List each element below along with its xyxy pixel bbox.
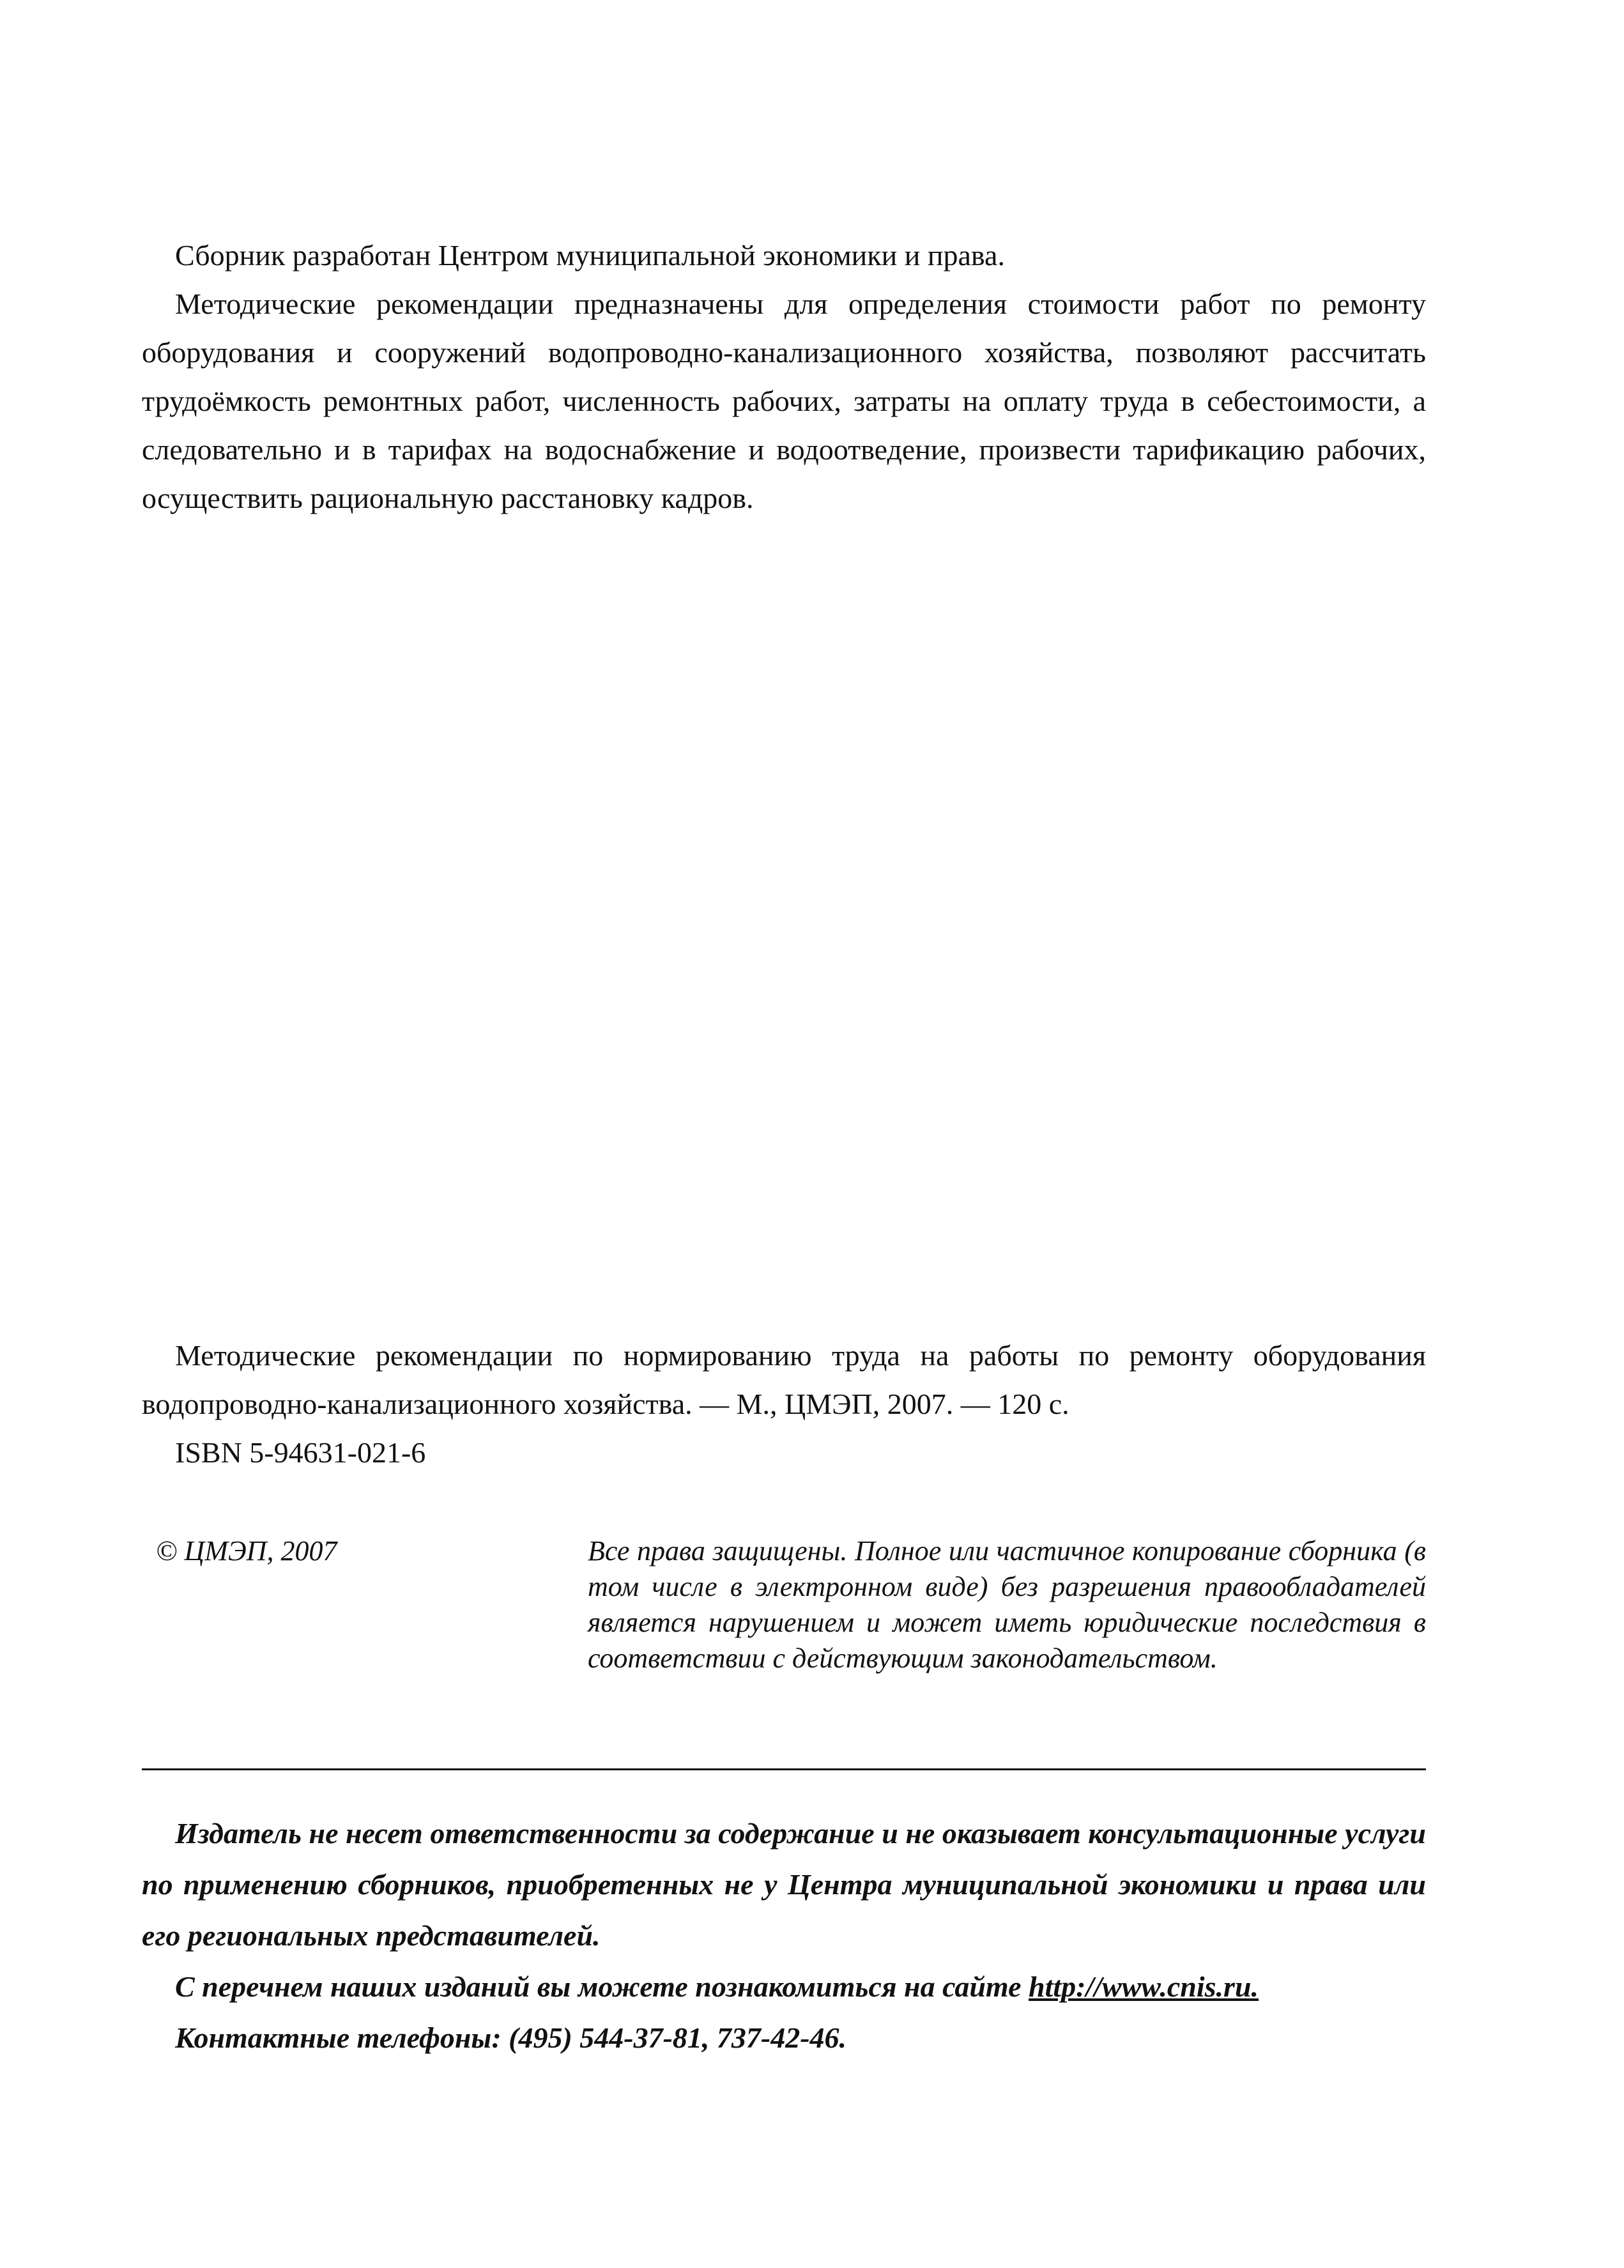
intro-developer-block	[142, 231, 1426, 280]
copyright-block	[142, 1533, 1426, 1725]
bibliographic-citation: Методические рекомендации по нормированию труда на работы по ремонту оборудования водопроводно-канализационного хозяйства. — М., ЦМЭП, 2007. — 120 с.	[142, 1339, 1426, 1420]
horizontal-divider	[142, 1768, 1426, 1770]
catalog-line	[142, 1961, 1426, 2012]
contact-phones: Контактные телефоны: (495) 544-37-81, 737-42-46.	[175, 2021, 847, 2054]
bibliography-block	[142, 1331, 1426, 1477]
purpose-paragraph: Методические рекомендации предназначены для определения стоимости работ по ремонту оборудования и сооружений водопроводно-канализационного хозяйства, позволяют рассчитать трудоёмкость ремонтных работ, численность рабочих, затраты на оплату труда в себестоимости, а следовательно и в тарифах на водоснабжение и водоотведение, произвести тарификацию рабочих, осуществить рациональную расстановку кадров.	[142, 287, 1426, 514]
catalog-prefix: С перечнем наших изданий вы можете познакомиться на сайте	[175, 1970, 1029, 2003]
copyright-mark: © ЦМЭП, 2007	[156, 1535, 337, 1567]
publisher-notice: Издатель не несет ответственности за содержание и не оказывает консультационные услуги по применению сборников, приобретенных не у Центра муниципальной экономики и права или его региональных представителей.	[142, 1817, 1426, 1952]
intro-purpose-block	[142, 280, 1426, 523]
isbn-line: ISBN 5-94631-021-6	[175, 1436, 426, 1469]
publisher-disclaimer-block	[142, 1808, 1426, 2064]
site-link[interactable]: http://www.cnis.ru.	[1029, 1970, 1259, 2003]
rights-notice: Все права защищены. Полное или частичное копирование сборника (в том числе в электронном виде) без разрешения правообладателей является нарушением и может иметь юридические последствия в соответствии с действующим законодательством.	[588, 1535, 1426, 1674]
developer-line: Сборник разработан Центром муниципальной экономики и права.	[175, 239, 1005, 272]
